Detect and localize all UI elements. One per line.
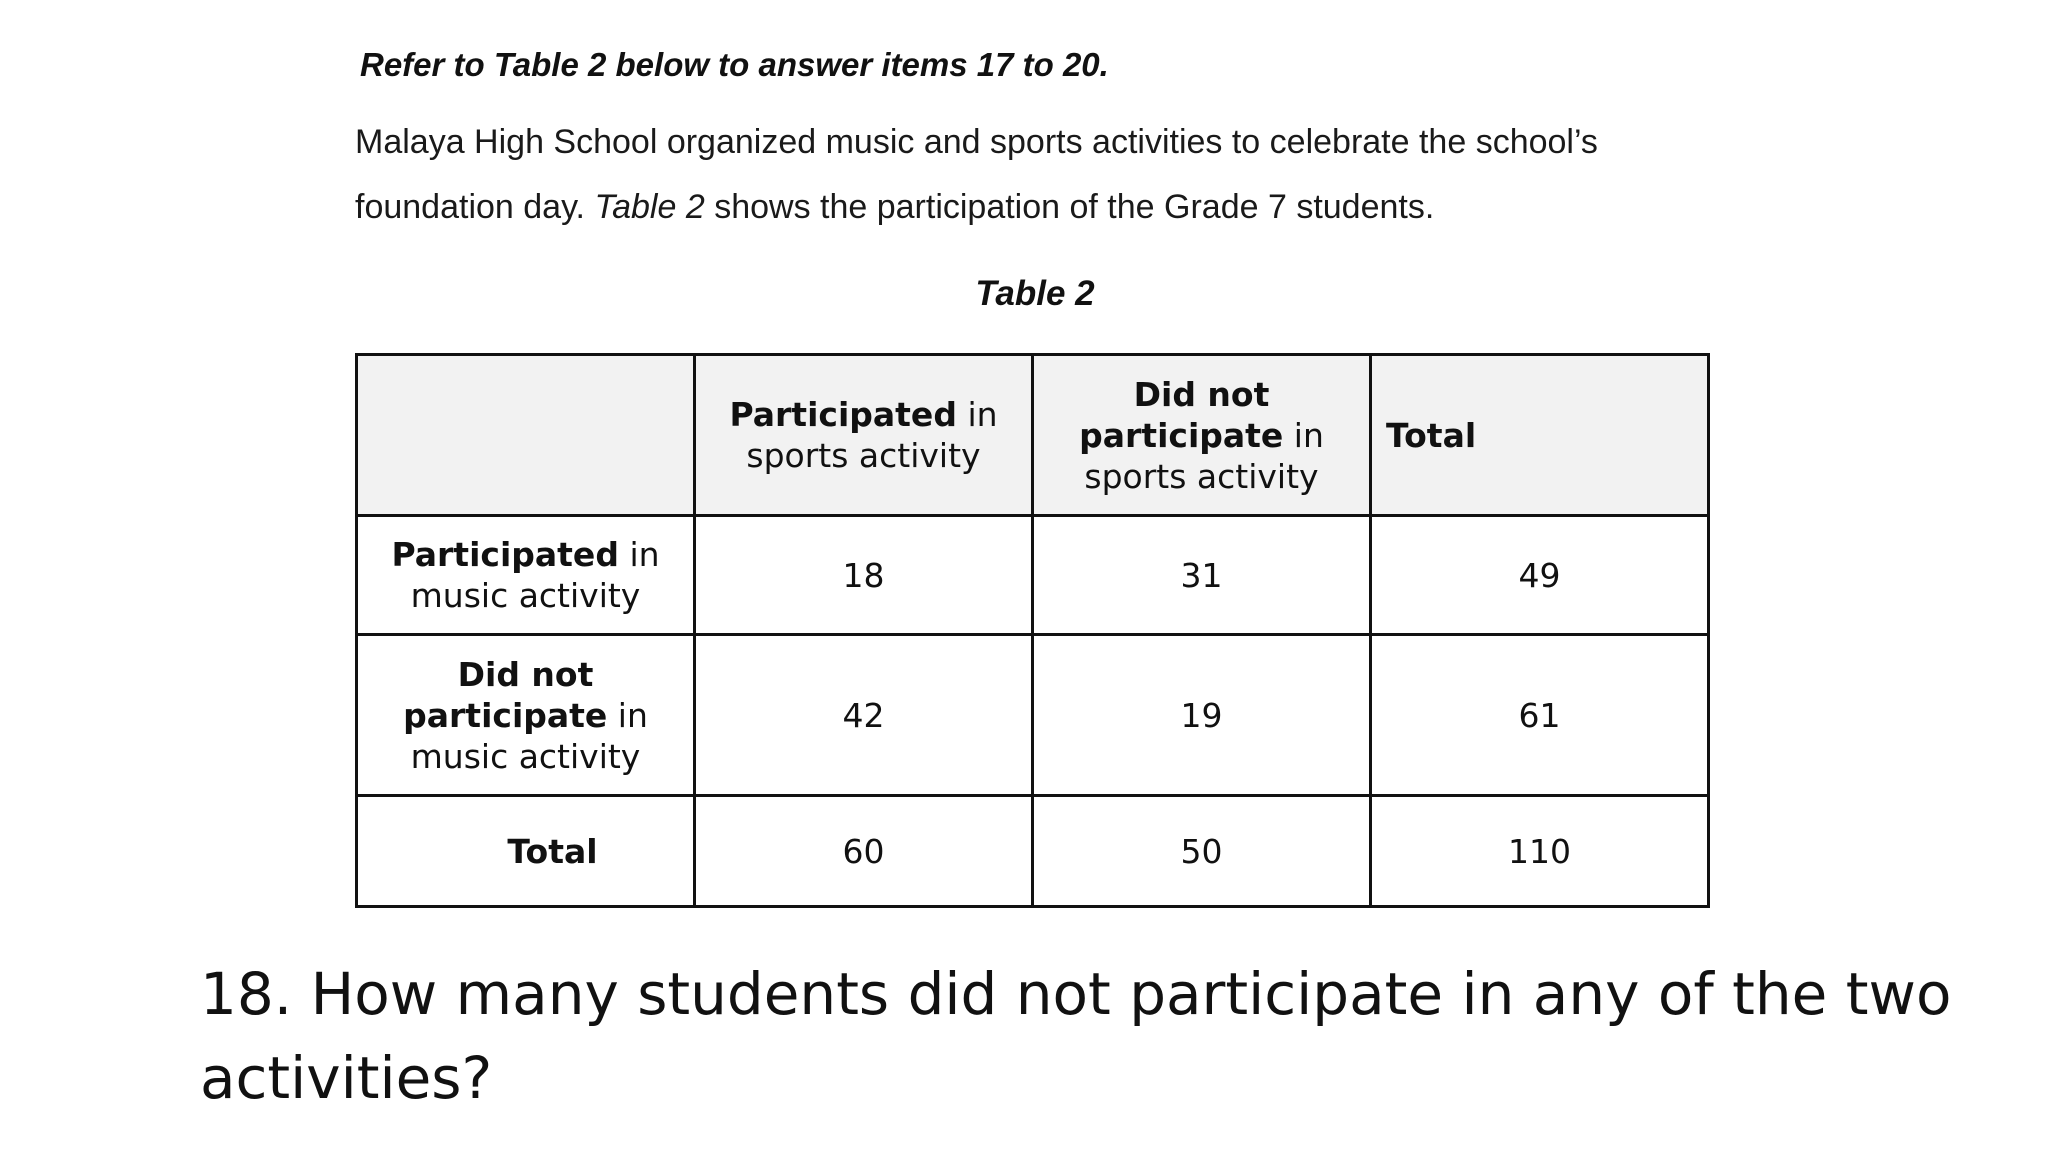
table-cell: 18	[695, 516, 1033, 635]
table-cell: 110	[1371, 796, 1709, 907]
participation-table	[355, 353, 1710, 908]
row-label-not-participated-music: Did not participate in music activity	[357, 635, 695, 796]
table-cell: 61	[1371, 635, 1709, 796]
table-cell: 42	[695, 635, 1033, 796]
header-corner-cell	[357, 355, 695, 516]
question-text	[200, 952, 2000, 1120]
row-label-participated-music: Participated in music activity	[357, 516, 695, 635]
table-cell: 50	[1033, 796, 1371, 907]
table-reference: Table 2	[594, 188, 705, 226]
table-row	[357, 796, 1709, 907]
header-not-participated-sports: Did not participate in sports activity	[1033, 355, 1371, 516]
question-line-2: activities?	[200, 1044, 493, 1112]
header-participated-sports: Participated in sports activity	[695, 355, 1033, 516]
intro-line-2: foundation day. Table 2 shows the participation of the Grade 7 students.	[355, 188, 1435, 226]
table-row	[357, 635, 1709, 796]
intro-paragraph	[355, 110, 1755, 240]
table-cell: 19	[1033, 635, 1371, 796]
question-line-1: 18. How many students did not participate in any of the two	[200, 960, 1952, 1028]
table-cell: 60	[695, 796, 1033, 907]
header-total: Total	[1371, 355, 1709, 516]
table-header-row	[357, 355, 1709, 516]
table-caption: Table 2	[975, 274, 1095, 313]
table-row	[357, 516, 1709, 635]
table-cell: 49	[1371, 516, 1709, 635]
table-cell: 31	[1033, 516, 1371, 635]
intro-line-1: Malaya High School organized music and sports activities to celebrate the school’s	[355, 123, 1598, 161]
row-label-total: Total	[357, 796, 695, 907]
instruction-text: Refer to Table 2 below to answer items 17 to 20.	[360, 46, 1109, 83]
